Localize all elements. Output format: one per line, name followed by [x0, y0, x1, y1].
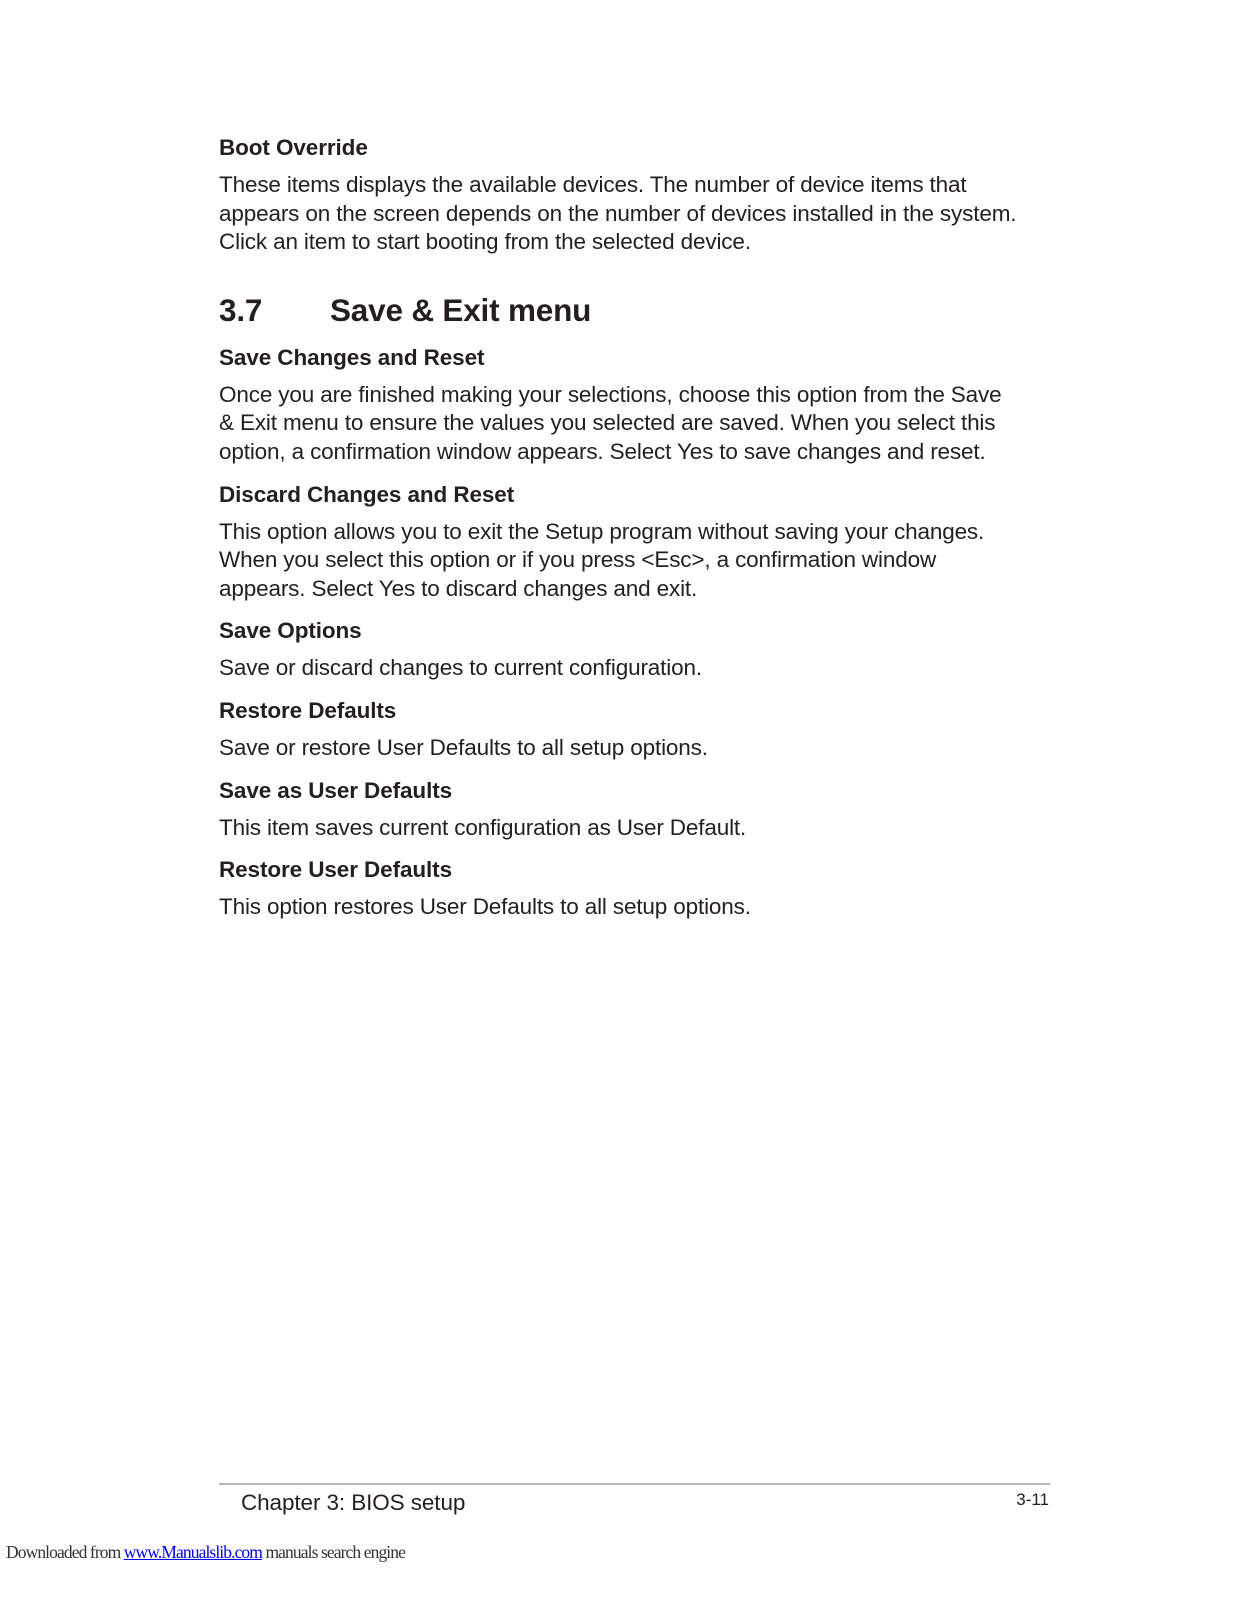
restore-defaults-heading: Restore Defaults — [219, 697, 397, 723]
footer-chapter-title: Chapter 3: BIOS setup — [241, 1490, 466, 1515]
section-number: 3.7 — [219, 291, 263, 328]
restore-user-defaults-body: This option restores User Defaults to all setup options. — [219, 894, 751, 920]
section-title: Save & Exit menu — [330, 291, 592, 328]
restore-defaults-body: Save or restore User Defaults to all setup options. — [219, 734, 708, 760]
save-changes-reset-body: Once you are finished making your selections, choose this option from the Save & Exit menu to ensure the values you selected are saved. When you select this option, a confirmation window appears. Select Yes to save changes and reset. — [219, 381, 1002, 464]
section-heading — [219, 290, 1019, 330]
save-as-user-defaults-heading: Save as User Defaults — [219, 777, 453, 803]
footer-page-number: 3-11 — [1016, 1490, 1049, 1509]
restore-user-defaults-heading: Restore User Defaults — [219, 857, 452, 883]
discard-changes-reset-body: This option allows you to exit the Setup program without saving your changes. When you select this option or if you press <Esc>, a confirmation window appears. Select Yes to discard changes and exit. — [219, 518, 985, 601]
download-source-line — [6, 1540, 405, 1564]
save-options-body: Save or discard changes to current configuration. — [219, 655, 702, 681]
save-changes-reset-heading: Save Changes and Reset — [219, 344, 485, 370]
discard-changes-reset-heading: Discard Changes and Reset — [219, 481, 515, 507]
manualslib-link[interactable]: www.Manualslib.com — [123, 1542, 262, 1562]
footer-divider — [219, 1483, 1050, 1485]
download-prefix: Downloaded from — [6, 1542, 124, 1562]
download-suffix: manuals search engine — [262, 1542, 405, 1562]
page-content — [219, 133, 1019, 922]
save-as-user-defaults-body: This item saves current configuration as User Default. — [219, 814, 747, 840]
boot-override-heading: Boot Override — [219, 135, 368, 160]
boot-override-body: These items displays the available devices. The number of device items that appears on the screen depends on the number of devices installed in the system. Click an item to start booting from the selected device. — [219, 172, 1017, 255]
save-options-heading: Save Options — [219, 618, 362, 644]
